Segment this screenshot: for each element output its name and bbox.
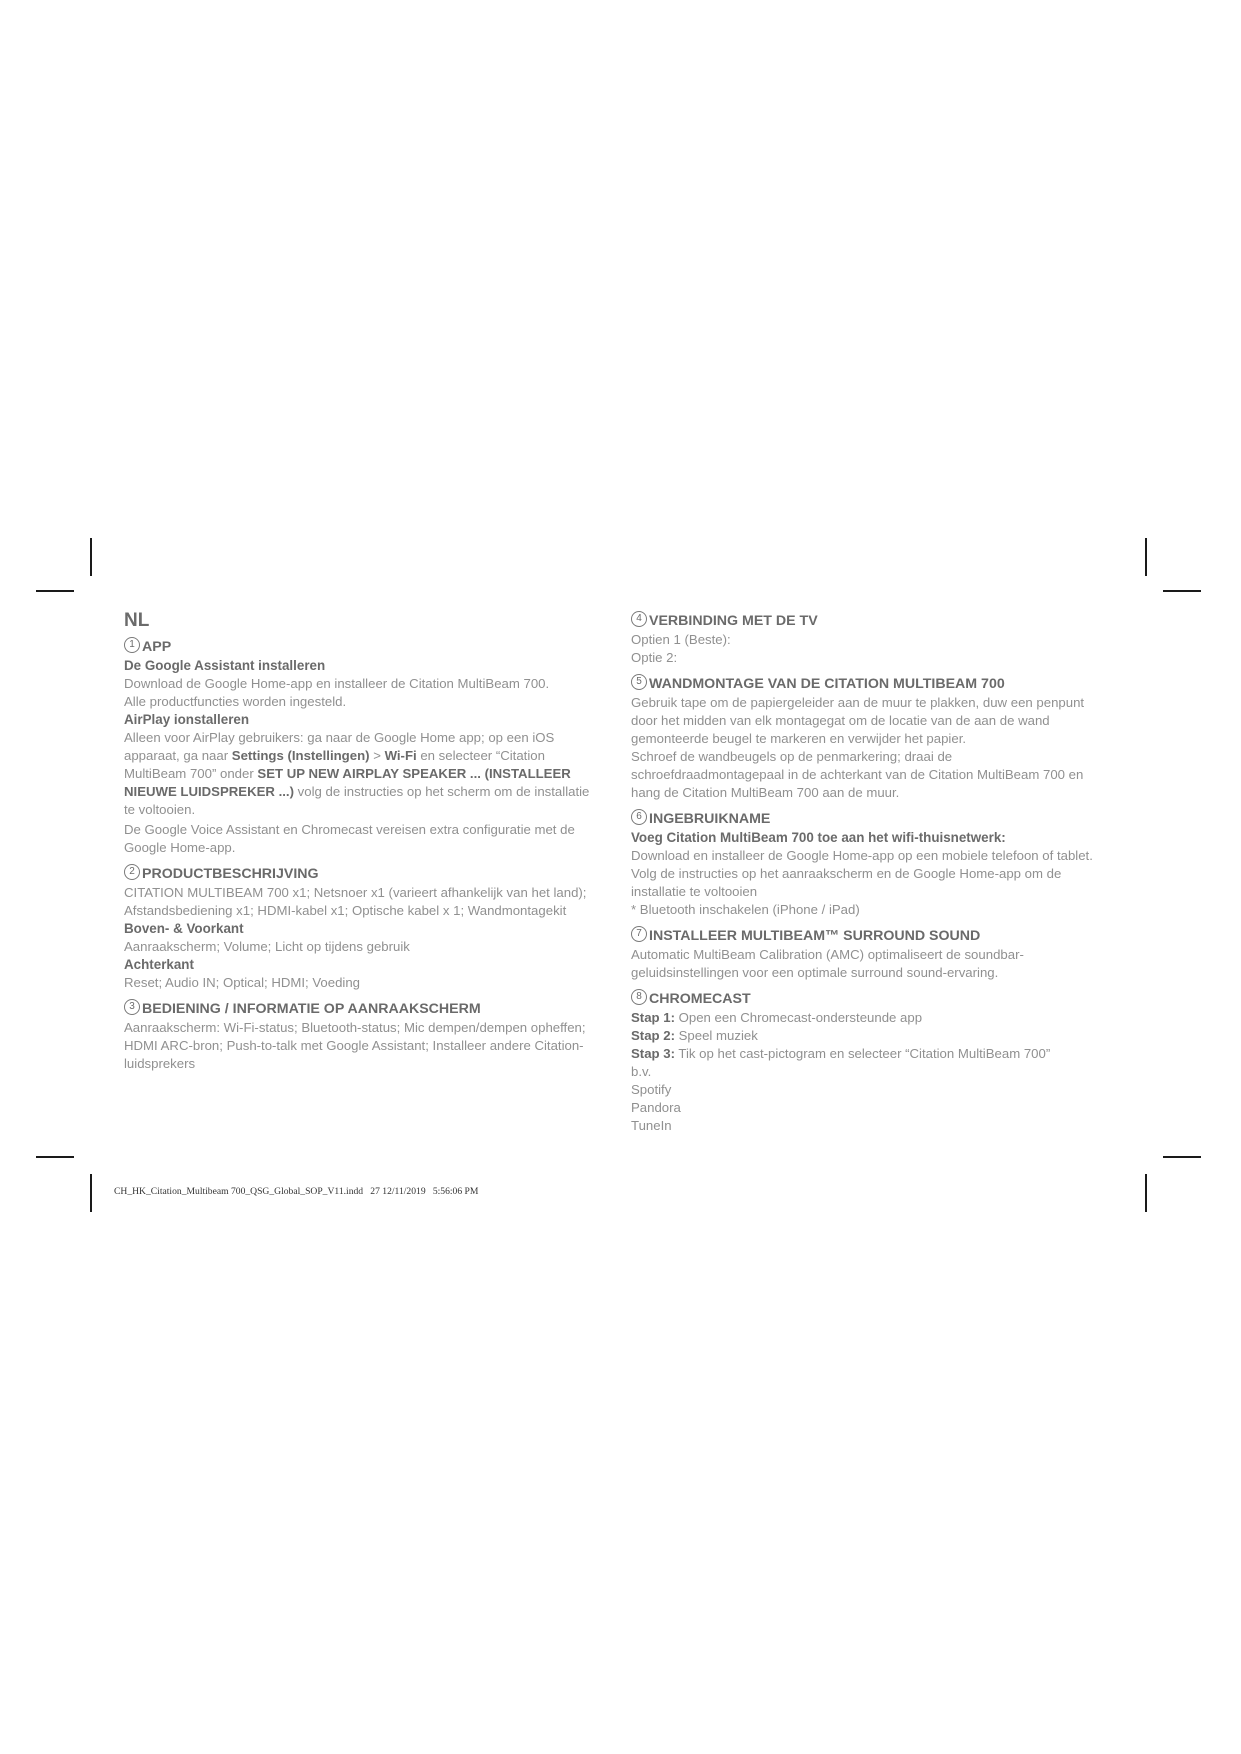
product-line-1: CITATION MULTIBEAM 700 x1; Netsnoer x1 (varieert afhankelijk van het land); (124, 885, 587, 900)
step-label: Stap 2: (631, 1028, 675, 1043)
section-chromecast (631, 990, 1121, 1135)
section-app (124, 638, 606, 857)
airplay-line-2c: > (369, 748, 385, 763)
section-number-badge: 7 (631, 926, 647, 942)
surround-line-1: Automatic MultiBeam Calibration (AMC) optimaliseert de soundbar- (631, 947, 1024, 962)
airplay-line-2e: en selecteer “Citation (416, 748, 545, 763)
section-number-badge: 4 (631, 611, 647, 627)
section-number-badge: 3 (124, 999, 140, 1015)
airplay-title: AirPlay ionstalleren (124, 712, 250, 727)
example-spotify: Spotify (631, 1082, 672, 1097)
voice-line-2: Google Home-app. (124, 840, 236, 855)
crop-mark-top-left-vertical (90, 538, 92, 576)
chromecast-step-2 (631, 1027, 1121, 1045)
section-number-badge: 1 (124, 637, 140, 653)
section-wall (631, 675, 1121, 802)
wall-line-5: schroefdraadmontagepaal in de achterkant van de Citation MultiBeam 700 en (631, 767, 1084, 782)
front-text: Aanraakscherm; Volume; Licht op tijdens gebruik (124, 939, 410, 954)
crop-mark-top-right-horizontal (1163, 590, 1201, 592)
new-speaker-label: NIEUWE LUIDSPREKER ...) (124, 784, 294, 799)
language-heading: NL (124, 610, 150, 631)
wall-line-1: Gebruik tape om de papiergeleider aan de muur te plakken, duw een penpunt (631, 695, 1085, 710)
voice-line-1: De Google Voice Assistant en Chromecast vereisen extra configuratie met de (124, 822, 575, 837)
crop-mark-top-left-horizontal (36, 590, 74, 592)
wall-line-6: hang de Citation MultiBeam 700 aan de muur. (631, 785, 900, 800)
chromecast-step-1 (631, 1009, 1121, 1027)
section-setup-title: INGEBRUIKNAME (649, 811, 771, 827)
airplay-line-4b: volg de instructies op het scherm om de installatie (293, 784, 590, 799)
product-line-2: Afstandsbediening x1; HDMI-kabel x1; Optische kabel x 1; Wandmontagekit (124, 903, 567, 918)
settings-label: Settings (Instellingen) (231, 748, 370, 763)
section-setup (631, 810, 1121, 919)
front-title: Boven- & Voorkant (124, 921, 244, 936)
airplay-line-2a: apparaat, ga naar (124, 748, 232, 763)
airplay-line-3 (124, 765, 606, 783)
section-surround (631, 927, 1121, 982)
crop-mark-bottom-right-horizontal (1163, 1156, 1201, 1158)
chromecast-step-3 (631, 1045, 1121, 1063)
section-surround-title: INSTALLEER MULTIBEAM™ SURROUND SOUND (649, 928, 981, 944)
section-app-title: APP (142, 639, 172, 655)
setup-airplay-label: SET UP NEW AIRPLAY SPEAKER ... (INSTALLEER (257, 766, 571, 781)
tv-line-1: Optien 1 (Beste): (631, 632, 731, 647)
right-column (631, 610, 1121, 1143)
section-tv-title: VERBINDING MET DE TV (649, 613, 818, 629)
section-surround-heading (631, 927, 1121, 946)
airplay-line-3a: MultiBeam 700” onder (124, 766, 258, 781)
section-controls (124, 1000, 606, 1073)
setup-subtitle: Voeg Citation MultiBeam 700 toe aan het wifi-thuisnetwerk: (631, 830, 1006, 845)
airplay-line-4 (124, 783, 606, 801)
setup-line-4: * Bluetooth inschakelen (iPhone / iPad) (631, 902, 860, 917)
back-title: Achterkant (124, 957, 194, 972)
example-pandora: Pandora (631, 1100, 681, 1115)
setup-line-1: Download en installeer de Google Home-app op een mobiele telefoon of tablet. (631, 848, 1093, 863)
controls-line-1: Aanraakscherm: Wi-Fi-status; Bluetooth-status; Mic dempen/dempen opheffen; (124, 1020, 586, 1035)
controls-line-3: luidsprekers (124, 1056, 196, 1071)
setup-line-2: Volg de instructies op het aanraakscherm en de Google Home-app om de (631, 866, 1062, 881)
step-text: Open een Chromecast-ondersteunde app (674, 1010, 923, 1025)
airplay-line-2 (124, 747, 606, 765)
section-chromecast-heading (631, 990, 1121, 1009)
section-controls-heading (124, 1000, 606, 1019)
section-app-heading (124, 638, 606, 657)
section-wall-heading (631, 675, 1121, 694)
setup-line-3: installatie te voltooien (631, 884, 758, 899)
airplay-line-5: te voltooien. (124, 802, 196, 817)
crop-mark-bottom-left-vertical (90, 1174, 92, 1212)
airplay-line-1: Alleen voor AirPlay gebruikers: ga naar de Google Home app; op een iOS (124, 730, 555, 745)
wifi-label: Wi-Fi (384, 748, 417, 763)
section-controls-title: BEDIENING / INFORMATIE OP AANRAAKSCHERM (142, 1001, 481, 1017)
step-label: Stap 3: (631, 1046, 675, 1061)
section-tv-heading (631, 612, 1121, 631)
surround-line-2: geluidsinstellingen voor een optimale surround sound-ervaring. (631, 965, 999, 980)
wall-line-4: Schroef de wandbeugels op de penmarkering; draai de (631, 749, 953, 764)
section-chromecast-title: CHROMECAST (649, 991, 751, 1007)
google-line-2: Alle productfuncties worden ingesteld. (124, 694, 347, 709)
section-number-badge: 8 (631, 989, 647, 1005)
section-product-heading (124, 865, 606, 884)
tv-line-2: Optie 2: (631, 650, 678, 665)
crop-mark-bottom-right-vertical (1145, 1174, 1147, 1212)
section-product (124, 865, 606, 992)
wall-line-2: door het midden van elk montagegat om de locatie van de aan de wand (631, 713, 1050, 728)
section-product-title: PRODUCTBESCHRIJVING (142, 866, 319, 882)
section-number-badge: 2 (124, 864, 140, 880)
example-tunein: TuneIn (631, 1118, 672, 1133)
section-number-badge: 6 (631, 809, 647, 825)
left-column (124, 610, 606, 1081)
print-slug-footer: CH_HK_Citation_Multibeam 700_QSG_Global_SOP_V11.indd 27 12/11/2019 5:56:06 PM (114, 1186, 479, 1197)
wall-line-3: gemonteerde beugel te markeren en verwijder het papier. (631, 731, 967, 746)
crop-mark-top-right-vertical (1145, 538, 1147, 576)
section-setup-heading (631, 810, 1121, 829)
step-label: Stap 1: (631, 1010, 675, 1025)
step-text: Speel muziek (674, 1028, 758, 1043)
step-text: Tik op het cast-pictogram en selecteer “Citation MultiBeam 700” (674, 1046, 1051, 1061)
google-assistant-title: De Google Assistant installeren (124, 658, 326, 673)
section-tv (631, 612, 1121, 667)
section-wall-title: WANDMONTAGE VAN DE CITATION MULTIBEAM 700 (649, 676, 1005, 692)
example-label: b.v. (631, 1064, 652, 1079)
crop-mark-bottom-left-horizontal (36, 1156, 74, 1158)
back-text: Reset; Audio IN; Optical; HDMI; Voeding (124, 975, 361, 990)
controls-line-2: HDMI ARC-bron; Push-to-talk met Google Assistant; Installeer andere Citation- (124, 1038, 584, 1053)
google-line-1: Download de Google Home-app en installeer de Citation MultiBeam 700. (124, 676, 550, 691)
section-number-badge: 5 (631, 674, 647, 690)
